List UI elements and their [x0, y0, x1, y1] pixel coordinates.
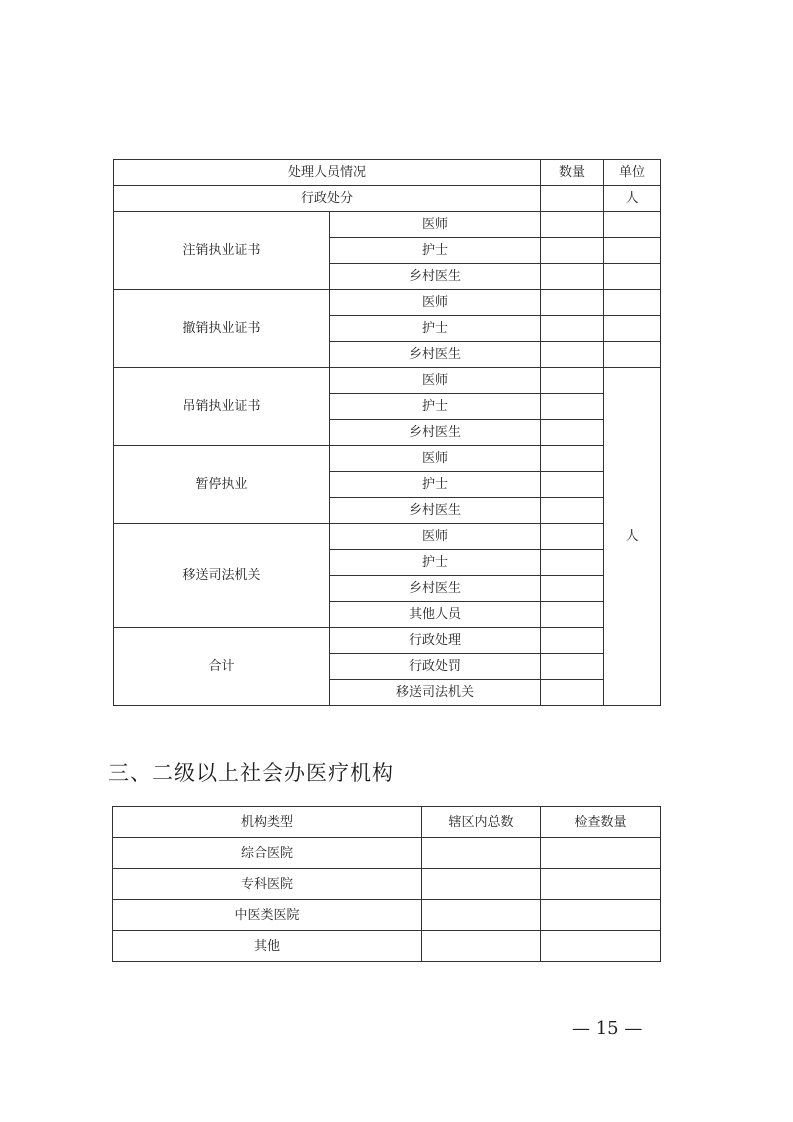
quantity-cell — [541, 628, 604, 654]
group-label: 注销执业证书 — [114, 212, 330, 290]
quantity-cell — [541, 602, 604, 628]
personnel-handling-table — [113, 159, 661, 706]
item-label: 医师 — [330, 446, 541, 472]
item-label: 乡村医生 — [330, 420, 541, 446]
merged-unit-cell: 人 — [604, 368, 661, 706]
group-label: 吊销执业证书 — [114, 368, 330, 446]
quantity-cell — [541, 394, 604, 420]
header-description: 处理人员情况 — [114, 160, 541, 186]
quantity-cell — [541, 680, 604, 706]
quantity-cell — [541, 498, 604, 524]
item-label: 乡村医生 — [330, 264, 541, 290]
quantity-cell — [541, 186, 604, 212]
item-label: 医师 — [330, 524, 541, 550]
quantity-cell — [541, 524, 604, 550]
institution-type-label: 综合医院 — [113, 838, 422, 869]
checked-cell — [541, 900, 661, 931]
total-cell — [422, 869, 541, 900]
quantity-cell — [541, 472, 604, 498]
unit-cell — [604, 290, 661, 316]
total-cell — [422, 838, 541, 869]
item-label: 护士 — [330, 316, 541, 342]
quantity-cell — [541, 368, 604, 394]
item-label: 护士 — [330, 472, 541, 498]
quantity-cell — [541, 290, 604, 316]
institution-type-label: 中医类医院 — [113, 900, 422, 931]
header-total: 辖区内总数 — [422, 807, 541, 838]
group-label: 撤销执业证书 — [114, 290, 330, 368]
unit-cell: 人 — [604, 186, 661, 212]
private-medical-institutions-table — [112, 806, 661, 962]
quantity-cell — [541, 446, 604, 472]
header-checked: 检查数量 — [541, 807, 661, 838]
item-label: 医师 — [330, 368, 541, 394]
header-quantity: 数量 — [541, 160, 604, 186]
unit-cell — [604, 316, 661, 342]
page-number: — 15 — — [572, 1018, 643, 1039]
item-label: 护士 — [330, 238, 541, 264]
item-label: 移送司法机关 — [330, 680, 541, 706]
group-label: 暂停执业 — [114, 446, 330, 524]
quantity-cell — [541, 212, 604, 238]
checked-cell — [541, 869, 661, 900]
item-label: 医师 — [330, 212, 541, 238]
header-institution-type: 机构类型 — [113, 807, 422, 838]
total-cell — [422, 900, 541, 931]
unit-cell — [604, 238, 661, 264]
quantity-cell — [541, 654, 604, 680]
section-heading: 三、二级以上社会办医疗机构 — [108, 761, 394, 785]
header-unit: 单位 — [604, 160, 661, 186]
quantity-cell — [541, 550, 604, 576]
quantity-cell — [541, 342, 604, 368]
unit-cell — [604, 212, 661, 238]
institution-type-label: 专科医院 — [113, 869, 422, 900]
quantity-cell — [541, 264, 604, 290]
unit-cell — [604, 342, 661, 368]
item-label: 护士 — [330, 550, 541, 576]
group-label: 合计 — [114, 628, 330, 706]
group-label: 移送司法机关 — [114, 524, 330, 628]
item-label: 乡村医生 — [330, 576, 541, 602]
checked-cell — [541, 838, 661, 869]
quantity-cell — [541, 576, 604, 602]
admin-sanction-label: 行政处分 — [114, 186, 541, 212]
item-label: 乡村医生 — [330, 342, 541, 368]
item-label: 行政处理 — [330, 628, 541, 654]
quantity-cell — [541, 420, 604, 446]
quantity-cell — [541, 316, 604, 342]
item-label: 乡村医生 — [330, 498, 541, 524]
item-label: 行政处罚 — [330, 654, 541, 680]
checked-cell — [541, 931, 661, 962]
institution-type-label: 其他 — [113, 931, 422, 962]
item-label: 护士 — [330, 394, 541, 420]
item-label: 医师 — [330, 290, 541, 316]
quantity-cell — [541, 238, 604, 264]
unit-cell — [604, 264, 661, 290]
item-label: 其他人员 — [330, 602, 541, 628]
total-cell — [422, 931, 541, 962]
